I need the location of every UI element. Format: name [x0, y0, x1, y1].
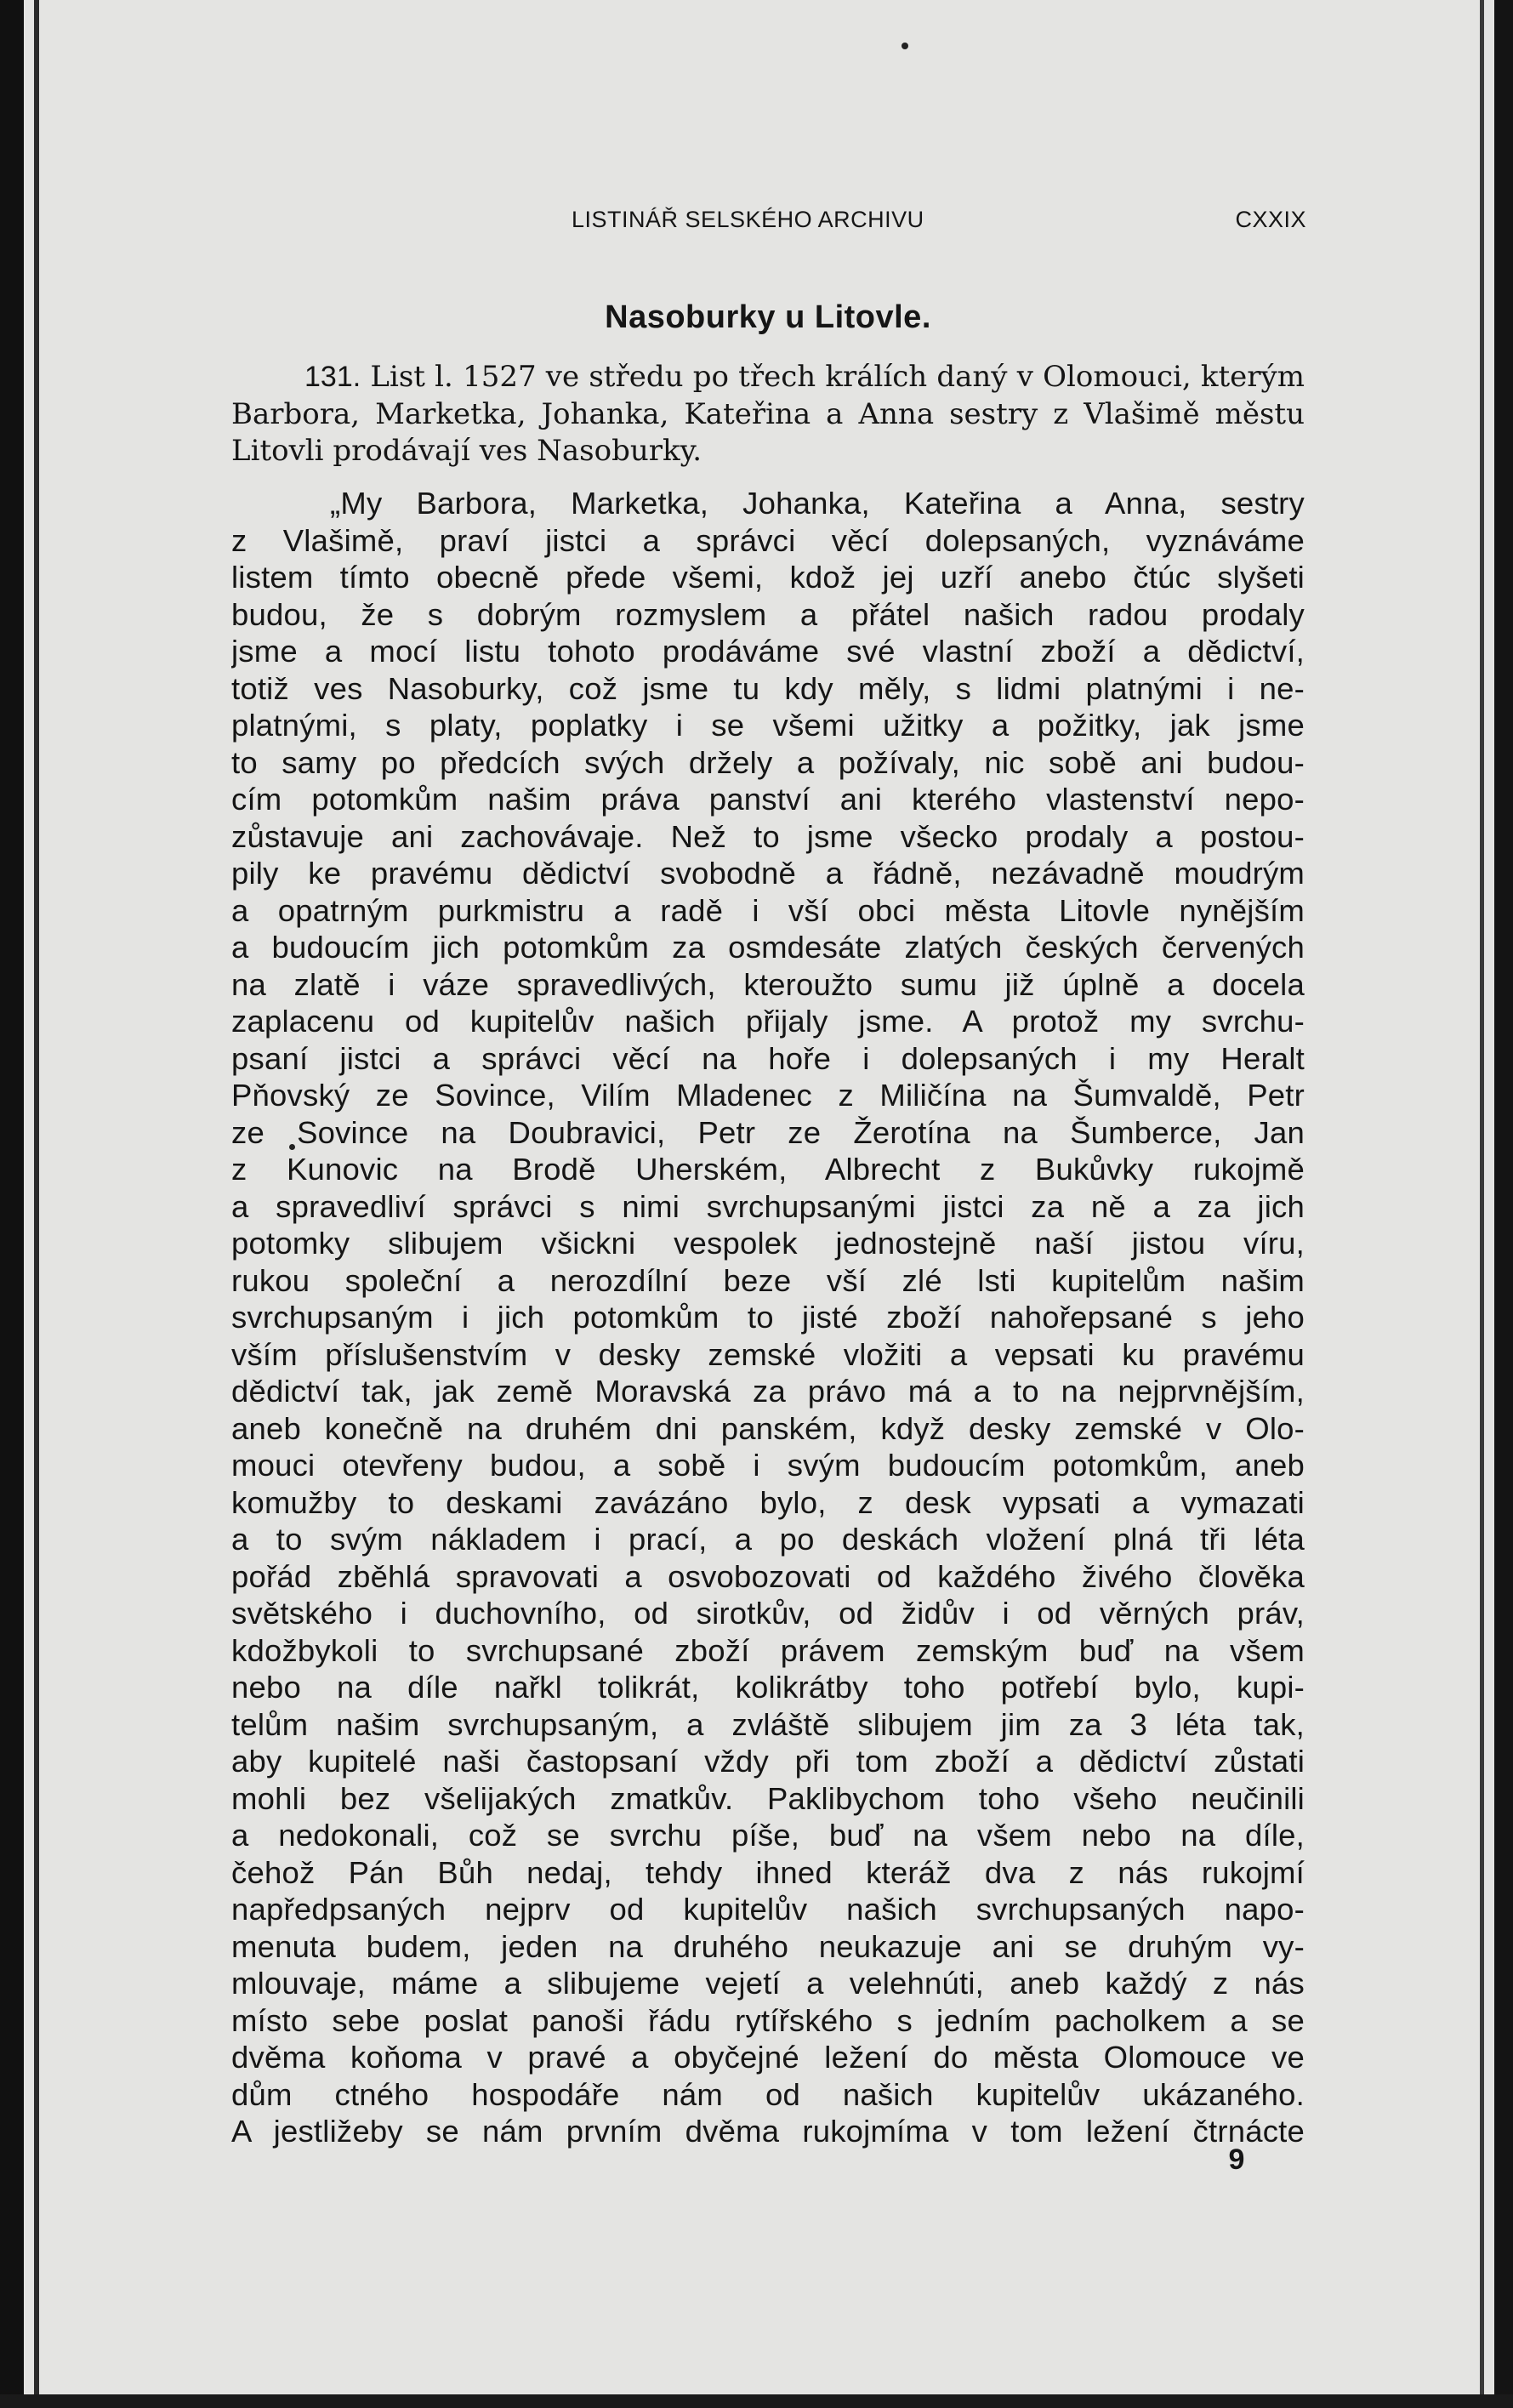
regest-paragraph: [231, 359, 1305, 470]
text-line: budou, že s dobrým rozmyslem a přátel našich radou prodaly: [231, 596, 1305, 632]
dust-speck: [902, 43, 908, 49]
text-line: Pňovský ze Sovince, Vilím Mladenec z Miličína na Šumvaldě, Petr: [231, 1078, 1305, 1113]
regest-number: 131.: [304, 361, 361, 393]
text-line: rukou společní a nerozdílní beze vší zlé lsti kupitelům našim: [231, 1262, 1305, 1298]
text-line: mlouvaje, máme a slibujeme vejetí a velehnúti, aneb každý z nás: [231, 1966, 1305, 2001]
text-line: zůstavuje ani zachovávaje. Než to jsme všecko prodaly a postou-: [231, 818, 1305, 854]
text-line: místo sebe poslat panoši řádu rytířského s jedním pacholkem a se: [231, 2002, 1305, 2038]
text-line: na zlatě i váze spravedlivých, kteroužto sumu již úplně a docela: [231, 966, 1305, 1002]
text-line: a nedokonali, což se svrchu píše, buď na všem nebo na díle,: [231, 1818, 1305, 1853]
text-line: pořád zběhlá spravovati a osvobozovati od každého živého člověka: [231, 1558, 1305, 1594]
text-line: kdožbykoli to svrchupsané zboží právem zemským buď na všem: [231, 1632, 1305, 1668]
text-line: A jestližeby se nám prvním dvěma rukojmíma v tom ležení čtrnácte: [231, 2114, 1305, 2149]
text-line: mohli bez všelijakých zmatkův. Paklibychom toho všeho neučinili: [231, 1780, 1305, 1816]
text-line: pily ke pravému dědictví svobodně a řádně, nezávadně moudrým: [231, 856, 1305, 891]
text-line: mouci otevřeny budou, a sobě i svým budoucím potomkům, aneb: [231, 1448, 1305, 1483]
text-line: aby kupitelé naši častopsaní vždy při tom zboží a dědictví zůstati: [231, 1744, 1305, 1779]
text-line: dům ctného hospodáře nám od našich kupitelův ukázaného.: [231, 2076, 1305, 2112]
text-line: z Vlašimě, praví jistci a správci věcí dolepsaných, vyznáváme: [231, 522, 1305, 558]
charter-body: [231, 485, 1305, 2150]
scan-edge-left-inner: [34, 0, 39, 2408]
text-line: svrchupsaným i jich potomkům to jisté zboží nahořepsané s jeho: [231, 1300, 1305, 1335]
scan-edge-right: [1494, 0, 1513, 2408]
text-line: platnými, s platy, poplatky i se všemi užitky a požitky, jak jsme: [231, 708, 1305, 743]
text-line: to samy po předcích svých držely a požívaly, nic sobě ani budou-: [231, 744, 1305, 780]
text-line: napředpsaných nejprv od kupitelův našich svrchupsaných napo-: [231, 1892, 1305, 1927]
text-line: listem tímto obecně přede všemi, kdož jej uzří anebo čtúc slyšeti: [231, 560, 1305, 595]
text-line: cím potomkům našim práva panství ani kterého vlastenství nepo-: [231, 782, 1305, 817]
text-line: potomky slibujem všickni vespolek jednostejně naší jistou víru,: [231, 1226, 1305, 1261]
scan-edge-left: [0, 0, 24, 2408]
document-heading: Nasoburky u Litovle.: [605, 299, 931, 335]
folio-number: CXXIX: [1235, 207, 1306, 232]
text-line: a spravedliví správci s nimi svrchupsanými jistci za ně a za jich: [231, 1188, 1305, 1224]
text-line: čehož Pán Bůh nedaj, tehdy ihned kteráž dva z nás rukojmí: [231, 1854, 1305, 1890]
text-line: světského i duchovního, od sirotkův, od židův i od věrných práv,: [231, 1596, 1305, 1631]
running-title: LISTINÁŘ SELSKÉHO ARCHIVU: [572, 207, 924, 232]
text-line: dědictví tak, jak země Moravská za právo má a to na nejprvnějším,: [231, 1374, 1305, 1409]
text-line: vším příslušenstvím v desky zemské vložiti a vepsati ku pravému: [231, 1336, 1305, 1372]
running-header: [572, 207, 1306, 241]
text-line: komužby to deskami zavázáno bylo, z desk vypsati a vymazati: [231, 1484, 1305, 1520]
text-line: nebo na díle nařkl tolikrát, kolikrátby toho potřebí bylo, kupi-: [231, 1670, 1305, 1705]
text-line: telům našim svrchupsaným, a zvláště slibujem jim za 3 léta tak,: [231, 1706, 1305, 1742]
text-line: „My Barbora, Marketka, Johanka, Kateřina a Anna, sestry: [330, 486, 1305, 521]
text-line: z Kunovic na Brodě Uherském, Albrecht z Bukůvky rukojmě: [231, 1152, 1305, 1187]
text-line: totiž ves Nasoburky, což jsme tu kdy měly, s lidmi platnými i ne-: [231, 670, 1305, 706]
scan-edge-right-inner: [1480, 0, 1484, 2408]
regest-text: List l. 1527 ve středu po třech králích daný v Olomouci, kterým Barbora, Marketka, Johanka, Kateřina a Anna sestry z Vlašimě městu Litovli prodávají ves Nasoburky.: [231, 360, 1305, 468]
text-line: jsme a mocí listu tohoto prodáváme své vlastní zboží a dědictví,: [231, 634, 1305, 669]
text-line: dvěma koňoma v pravé a obyčejné ležení do města Olomouce ve: [231, 2040, 1305, 2075]
text-line: aneb konečně na druhém dni panském, když desky zemské v Olo-: [231, 1410, 1305, 1446]
text-line: menuta budem, jeden na druhého neukazuje ani se druhým vy-: [231, 1928, 1305, 1964]
text-line: psaní jistci a správci věcí na hoře i dolepsaných i my Heralt: [231, 1040, 1305, 1076]
text-line: a opatrným purkmistru a radě i vší obci města Litovle nynějším: [231, 892, 1305, 928]
page-number: 9: [1228, 2143, 1245, 2176]
text-line: zaplacenu od kupitelův našich přijaly jsme. A protož my svrchu-: [231, 1004, 1305, 1039]
text-line: a budoucím jich potomkům za osmdesáte zlatých českých červených: [231, 930, 1305, 965]
scan-edge-bottom: [0, 2394, 1513, 2408]
text-line: a to svým nákladem i prací, a po deskách vložení plná tři léta: [231, 1522, 1305, 1557]
text-line: ze Sovince na Doubravici, Petr ze Žerotína na Šumberce, Jan: [231, 1114, 1305, 1150]
